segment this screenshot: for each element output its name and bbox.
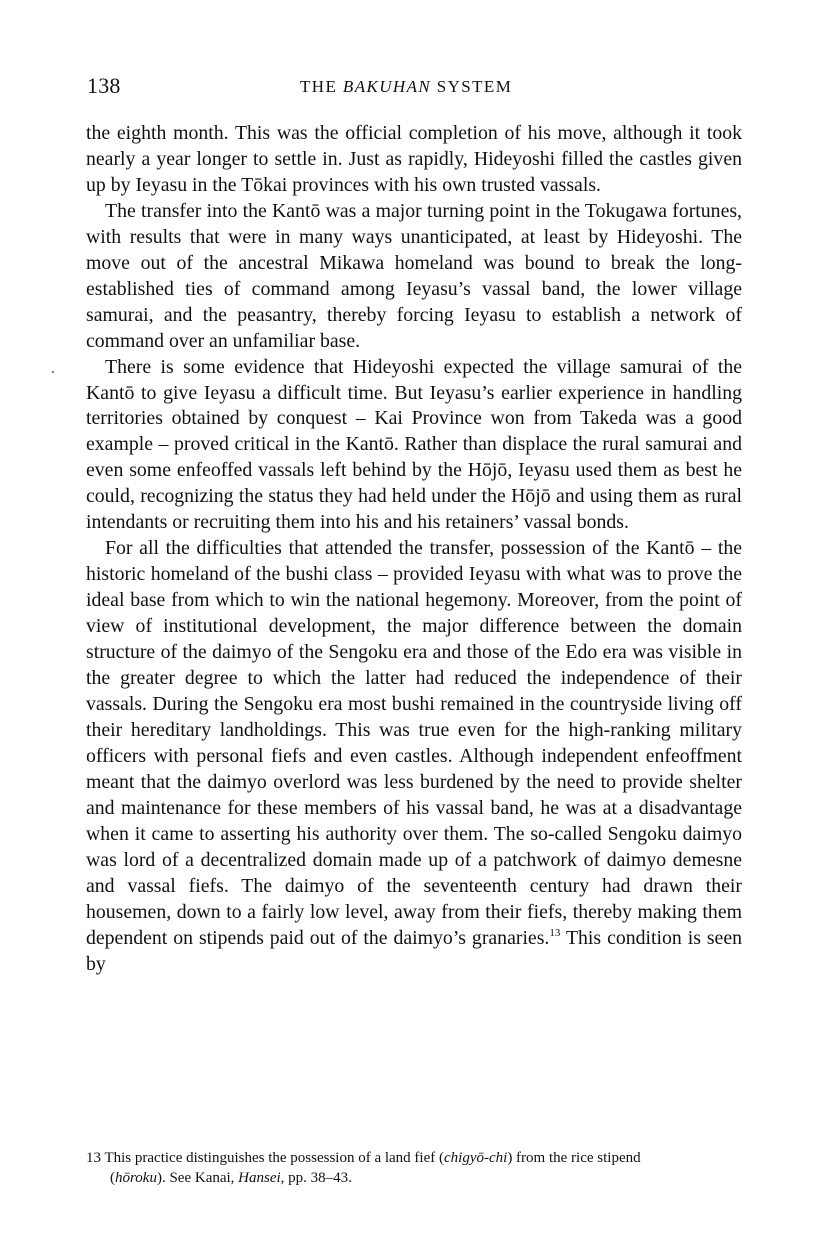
footnote	[86, 1148, 742, 1188]
footnote-text-3: ). See Kanai,	[156, 1170, 239, 1186]
footnote-number: 13	[86, 1150, 101, 1166]
footnote-line-2-open: (	[110, 1170, 115, 1186]
footnote-line-2	[86, 1168, 742, 1188]
paragraph-4	[86, 536, 742, 977]
footnote-text-1: This practice distinguishes the possession of a land fief (	[101, 1150, 444, 1166]
running-title-suffix: SYSTEM	[431, 77, 513, 96]
footnote-line-1	[86, 1148, 742, 1168]
paragraph-1: the eighth month. This was the official completion of his move, although it took nearly a year longer to settle in. Just as rapidly, Hideyoshi filled the castles given up by Ieyasu in the Tōkai provinces with his own trusted vassals.	[86, 122, 742, 196]
page-number: 138	[87, 73, 121, 98]
running-title-emphasis: BAKUHAN	[342, 77, 432, 96]
footnote-reference: 13	[549, 926, 561, 939]
scan-dot-mark	[52, 371, 54, 373]
main-text	[86, 121, 742, 977]
paragraph-4-before-note: For all the difficulties that attended the transfer, possession of the Kantō – the historic homeland of the bushi class – provided Ieyasu with what was to prove the ideal base from which to win the national hegemony. Moreover, from the point of view of institutional development, the major difference between the domain structure of the daimyo of the Sengoku era and those of the Edo era was visible in the greater degree to which the latter had reduced the independence of their vassals. During the Sengoku era most bushi remained in the countryside living off their hereditary landholdings. This was true even for the high-ranking military officers with personal fiefs and even castles. Although independent enfeoffment meant that the daimyo overlord was less burdened by the need to provide shelter and maintenance for these members of his vassal band, he was at a disadvantage when it came to asserting his authority over them. The so-called Sengoku daimyo was lord of a decentralized domain made up of a patchwork of daimyo demesne and vassal fiefs. The daimyo of the seventeenth century had drawn their housemen, down to a fairly low level, away from their fiefs, thereby making them dependent on stipends paid out of the daimyo’s granaries.	[86, 537, 742, 949]
footnote-source-title: Hansei	[238, 1170, 281, 1186]
footnote-term-horoku: hōroku	[115, 1170, 157, 1186]
footnote-text-4: , pp. 38–43.	[280, 1170, 352, 1186]
running-title	[300, 73, 512, 101]
page-header	[87, 71, 741, 101]
footnote-text-2: ) from the rice stipend	[507, 1150, 641, 1166]
paragraph-3: There is some evidence that Hideyoshi expected the village samurai of the Kantō to give Ieyasu a difficult time. But Ieyasu’s earlier experience in handling territories obtained by conquest – Kai Province won from Takeda was a good example – proved critical in the Kantō. Rather than displace the rural samurai and even some enfeoffed vassals left behind by the Hōjō, Ieyasu used them as best he could, recognizing the status they had held under the Hōjō and using them as rural intendants or recruiting them into his and his retainers’ vassal bonds.	[86, 355, 742, 534]
running-title-prefix: THE	[300, 77, 343, 96]
paragraph-2: The transfer into the Kantō was a major turning point in the Tokugawa fortunes, with results that were in many ways unanticipated, at least by Hideyoshi. The move out of the ancestral Mikawa homeland was bound to break the long-established ties of command among Ieyasu’s vassal band, the lower village samurai, and the peasantry, thereby forcing Ieyasu to establish a network of command over an unfamiliar base.	[86, 199, 742, 352]
footnote-term-chigyo-chi: chigyō-chi	[444, 1150, 508, 1166]
paragraph-4-after-note: This condition is seen by	[86, 926, 743, 975]
